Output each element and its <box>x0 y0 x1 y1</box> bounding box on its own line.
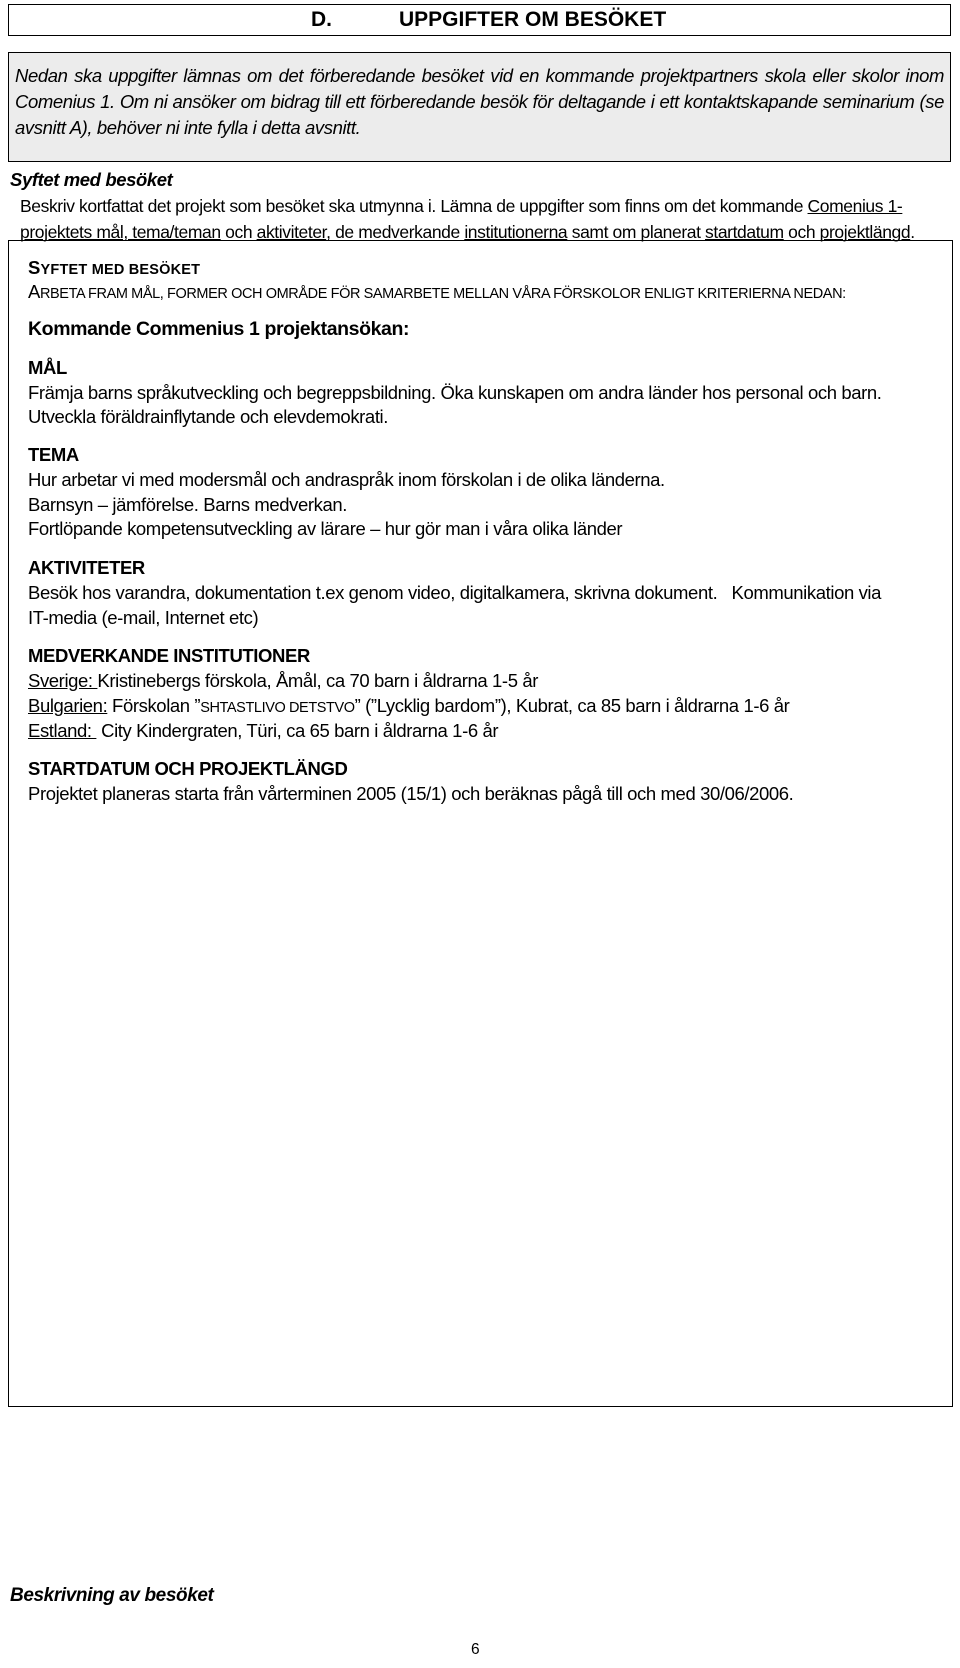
start-heading: STARTDATUM OCH PROJEKTLÄNGD <box>28 758 348 779</box>
content-subtitle-initial: A <box>28 281 40 302</box>
intro-box <box>8 52 951 162</box>
section-letter: D. <box>311 8 332 31</box>
section-title: UPPGIFTER OM BESÖKET <box>399 8 667 31</box>
content-title <box>28 257 200 279</box>
purpose-desc-institutions: institutionerna <box>464 222 568 242</box>
section-header <box>8 4 951 36</box>
description-heading: Beskrivning av besöket <box>10 1585 214 1606</box>
purpose-desc-text: och <box>783 222 820 242</box>
country-label: Estland: <box>28 720 97 741</box>
page-number: 6 <box>471 1641 480 1658</box>
country-label: Sverige: <box>28 670 98 691</box>
purpose-heading: Syftet med besöket <box>10 169 173 190</box>
purpose-desc-activities: aktiviteter <box>256 222 327 242</box>
purpose-desc-text: . <box>910 222 915 242</box>
content-title-initial: S <box>28 257 41 278</box>
activities-line: Besök hos varandra, dokumentation t.ex genom video, digitalkamera, skrivna dokument. Kommunikation via <box>28 582 882 603</box>
purpose-desc-text: , de medverkande <box>326 222 465 242</box>
institution-sweden <box>28 670 538 692</box>
theme-line: Barnsyn – jämförelse. Barns medverkan. <box>28 494 347 515</box>
institution-text: Kristinebergs förskola, Åmål, ca 70 barn i åldrarna 1-5 år <box>97 670 538 691</box>
institution-text: Förskolan ” <box>107 695 201 716</box>
institution-text: City Kindergraten, Türi, ca 65 barn i åldrarna 1-6 år <box>96 720 499 741</box>
purpose-desc-text: Beskriv kortfattat det projekt som besöket ska utmynna i. Lämna de uppgifter som finns om det kommande <box>20 196 808 216</box>
content-box <box>8 240 953 1407</box>
purpose-desc-text: och <box>220 222 257 242</box>
goal-line: Utveckla föräldrainflytande och elevdemokrati. <box>28 406 389 427</box>
purpose-desc-startdate: startdatum <box>705 222 784 242</box>
content-title-rest: YFTET MED BESÖKET <box>40 262 201 278</box>
theme-line: Hur arbetar vi med modersmål och andraspråk inom förskolan i de olika länderna. <box>28 469 665 490</box>
institution-bulgaria <box>28 695 789 717</box>
application-heading: Kommande Commenius 1 projektansökan: <box>28 318 410 340</box>
goal-heading: MÅL <box>28 357 67 378</box>
goal-line: Främja barns språkutveckling och begreppsbildning. Öka kunskapen om andra länder hos personal och barn. <box>28 382 882 403</box>
content-subtitle <box>28 281 846 303</box>
purpose-desc-length: projektlängd <box>819 222 911 242</box>
theme-line: Fortlöpande kompetensutveckling av lärare – hur gör man i våra olika länder <box>28 518 623 539</box>
institutions-heading: MEDVERKANDE INSTITUTIONER <box>28 645 310 666</box>
theme-heading: TEMA <box>28 444 79 465</box>
purpose-desc-goals: Comenius 1-projektets mål, tema/teman <box>20 196 903 242</box>
content-subtitle-rest: RBETA FRAM MÅL, FORMER OCH OMRÅDE FÖR SAMARBETE MELLAN VÅRA FÖRSKOLOR ENLIGT KRITERIERNA NEDAN: <box>39 286 846 302</box>
activities-line: IT-media (e-mail, Internet etc) <box>28 607 259 628</box>
purpose-desc-text: samt om planerat <box>567 222 706 242</box>
intro-text: Nedan ska uppgifter lämnas om det förberedande besöket vid en kommande projektpartners skola eller skolor inom Comenius 1. Om ni ansöker om bidrag till ett förberedande besök för deltagande i ett kontaktskapande seminarium (se avsnitt A), behöver ni inte fylla i detta avsnitt. <box>15 65 944 138</box>
country-label: Bulgarien: <box>28 695 108 716</box>
institution-text: ” (”Lycklig bardom”), Kubrat, ca 85 barn i åldrarna 1-6 år <box>354 695 790 716</box>
purpose-description <box>20 193 940 245</box>
start-line: Projektet planeras starta från vårterminen 2005 (15/1) och beräknas pågå till och med 30/06/2006. <box>28 783 794 804</box>
institution-estonia <box>28 720 498 742</box>
activities-heading: AKTIVITETER <box>28 557 145 578</box>
institution-name: SHTASTLIVO DETSTVO <box>200 700 355 716</box>
